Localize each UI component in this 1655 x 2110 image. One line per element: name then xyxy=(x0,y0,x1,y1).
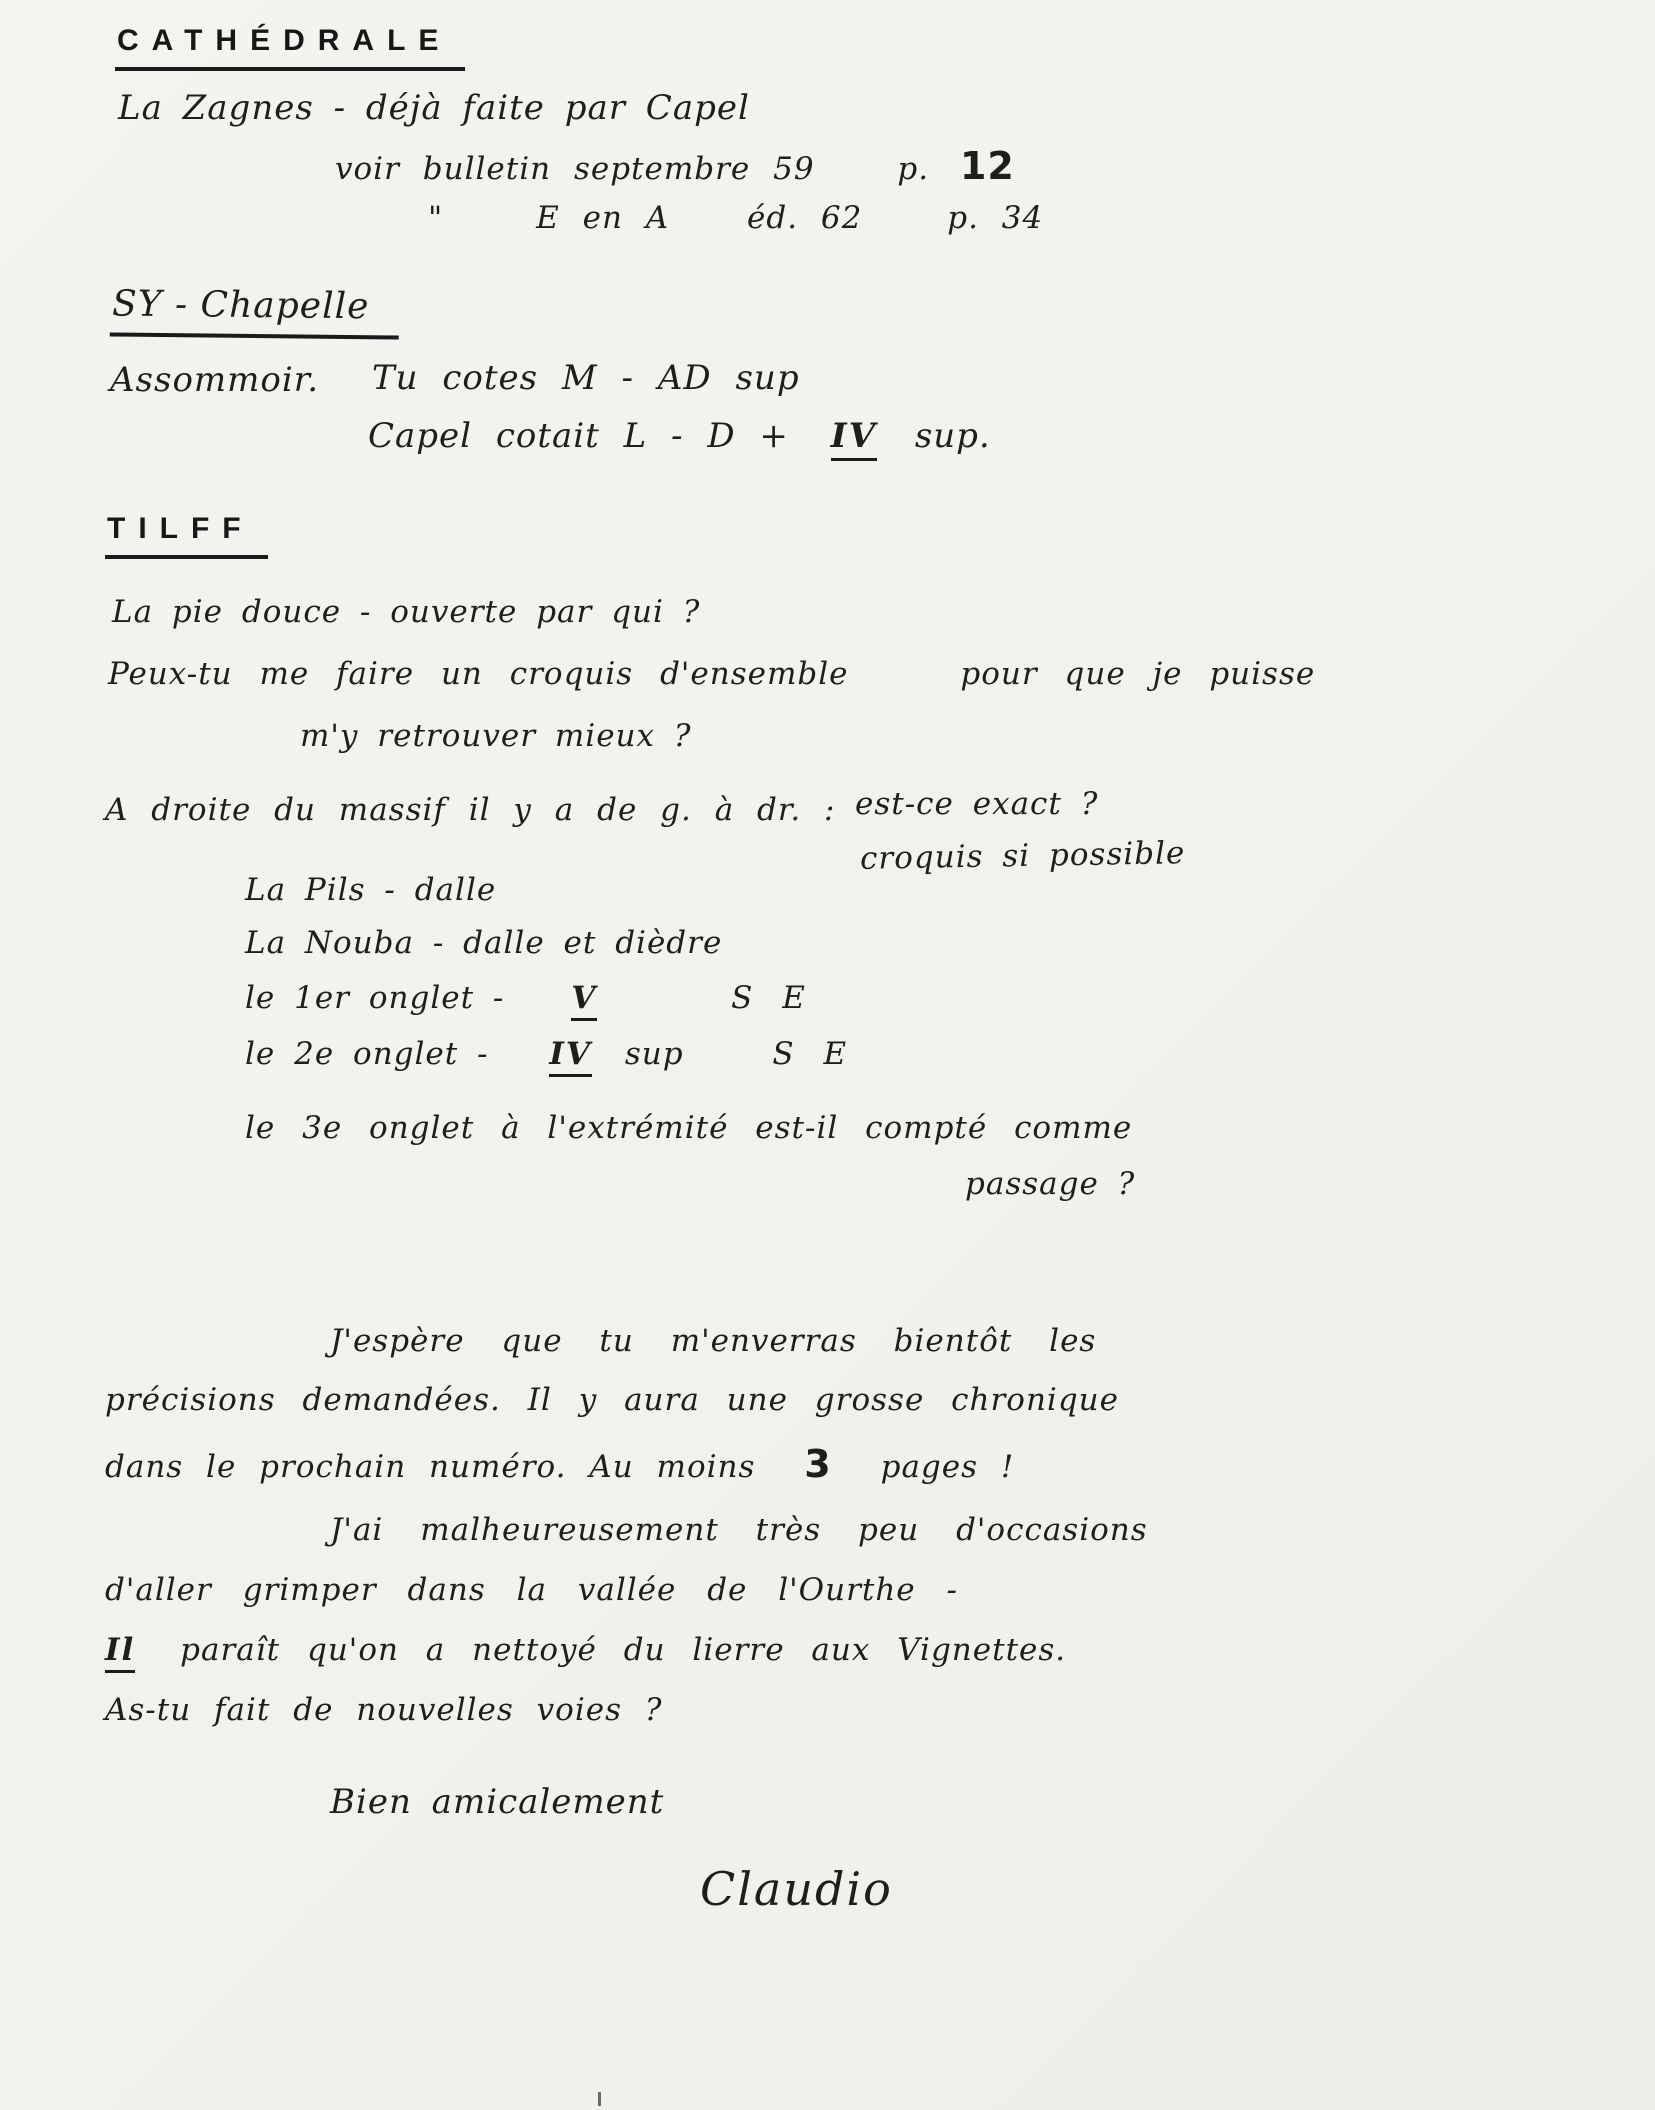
line-aside-exact: est-ce exact ? xyxy=(855,786,1099,822)
bulletin-page-number: 12 xyxy=(959,144,1015,188)
line-route-onglet1 xyxy=(245,980,811,1021)
line-massif-intro: A droite du massif il y a de g. à dr. : xyxy=(105,792,836,828)
line-ditto-ref xyxy=(428,200,1043,236)
line-pie-douce-question: La pie douce - ouverte par qui ? xyxy=(112,594,701,630)
line-closing-p4: As-tu fait de nouvelles voies ? xyxy=(105,1692,663,1728)
signature: Claudio xyxy=(700,1862,893,1916)
onglet2-grade-sup: sup xyxy=(624,1036,684,1072)
line-closing-p2-l2: d'aller grimper dans la vallée de l'Ourthe - xyxy=(105,1572,958,1608)
croquis-question-b: pour que je puisse xyxy=(960,656,1316,692)
closing-page-count: 3 xyxy=(804,1442,832,1486)
ditto-ref-text: E en A xyxy=(536,200,670,236)
line-capel-grade xyxy=(368,416,991,461)
line-closing-p2-l1: J'ai malheureusement très peu d'occasions xyxy=(330,1512,1148,1548)
line-route-onglet3: le 3e onglet à l'extrémité est-il compté comme xyxy=(245,1110,1133,1146)
heading-cathedrale-text: CATHÉDRALE xyxy=(115,24,465,71)
section-heading-sy-chapelle xyxy=(110,285,399,338)
line-salutation: Bien amicalement xyxy=(330,1782,665,1822)
capel-grade-pre: Capel cotait L - D + xyxy=(368,416,789,456)
line-closing-p3 xyxy=(105,1632,1066,1673)
scan-artifact xyxy=(598,2092,601,2106)
line-closing-p1-l2: précisions demandées. Il y aura une grosse chronique xyxy=(105,1382,1119,1418)
line-assommoir-route: Assommoir. xyxy=(110,360,320,400)
section-heading-tilff xyxy=(105,512,268,546)
bulletin-page-label: p. xyxy=(897,151,930,187)
closing-p1-l3-pre: dans le prochain numéro. Au moins xyxy=(105,1449,756,1485)
ditto-page: p. 34 xyxy=(947,200,1044,236)
line-zagnes: La Zagnes - déjà faite par Capel xyxy=(118,88,750,128)
ditto-edition: éd. 62 xyxy=(747,200,863,236)
onglet2-exposure: S E xyxy=(772,1036,853,1072)
heading-sy-chapelle-text: SY - Chapelle xyxy=(110,283,400,339)
line-route-nouba: La Nouba - dalle et dièdre xyxy=(245,925,723,961)
closing-p3-rest: paraît qu'on a nettoyé du lierre aux Vignettes. xyxy=(180,1632,1067,1668)
line-route-onglet2 xyxy=(245,1036,852,1077)
aside-croquis-text: croquis si possible xyxy=(859,835,1186,877)
capel-grade-roman: IV xyxy=(831,416,877,461)
capel-grade-suffix: sup. xyxy=(914,416,991,456)
onglet1-grade: V xyxy=(571,980,597,1021)
onglet2-grade: IV xyxy=(549,1036,592,1077)
onglet1-name: le 1er onglet - xyxy=(245,980,505,1016)
bulletin-ref-text: voir bulletin septembre 59 xyxy=(335,151,815,187)
line-route-pils: La Pils - dalle xyxy=(245,872,497,908)
closing-p1-l3-post: pages ! xyxy=(880,1449,1015,1485)
heading-tilff-text: TILFF xyxy=(105,512,268,559)
line-assommoir-grade: Tu cotes M - AD sup xyxy=(372,358,800,398)
section-heading-cathedrale xyxy=(115,24,465,58)
line-croquis-question-cont: m'y retrouver mieux ? xyxy=(300,718,692,754)
line-bulletin-ref xyxy=(335,144,1015,188)
closing-p3-il-underlined: Il xyxy=(105,1632,135,1673)
onglet2-name: le 2e onglet - xyxy=(245,1036,489,1072)
onglet1-exposure: S E xyxy=(731,980,811,1016)
ditto-mark: " xyxy=(428,200,444,236)
croquis-question-a: Peux-tu me faire un croquis d'ensemble xyxy=(108,656,849,692)
line-croquis-question xyxy=(108,656,1315,692)
line-closing-p1-l3 xyxy=(105,1442,1014,1486)
line-closing-p1-l1: J'espère que tu m'enverras bientôt les xyxy=(330,1323,1097,1359)
line-route-onglet3-cont: passage ? xyxy=(965,1166,1136,1202)
line-aside-croquis xyxy=(859,835,1186,877)
